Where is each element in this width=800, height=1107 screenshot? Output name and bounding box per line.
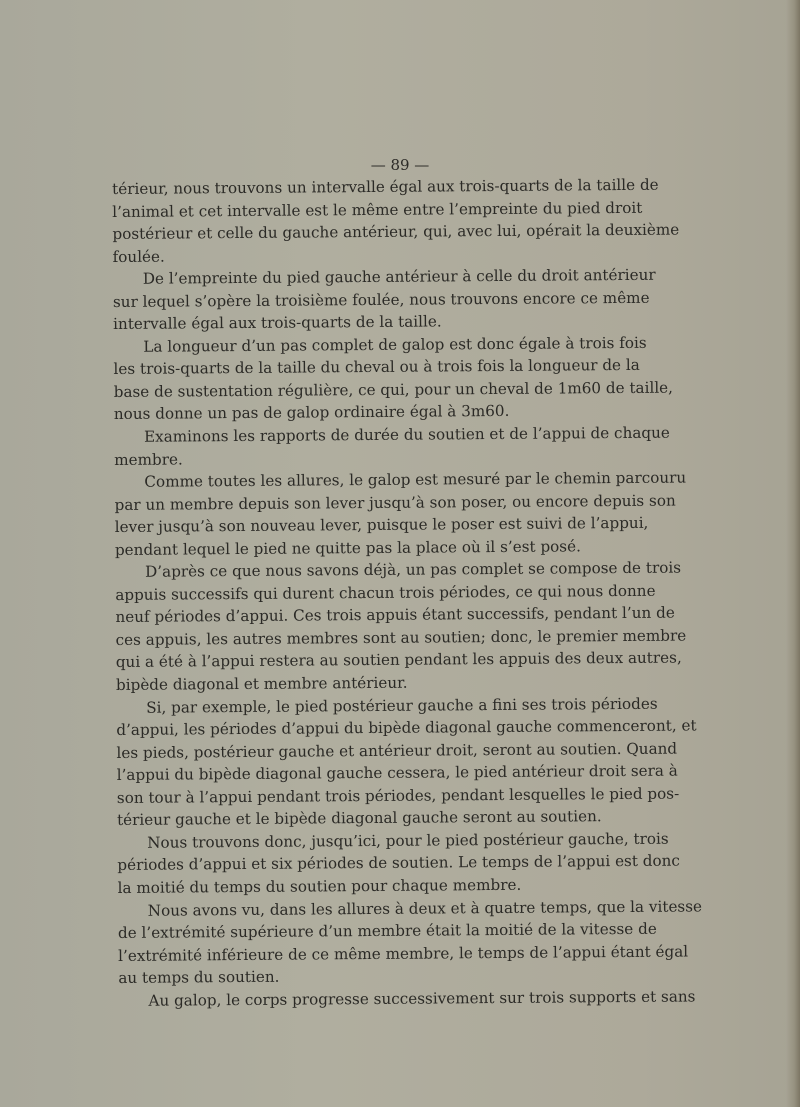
text-line: au temps du soutien. bbox=[118, 967, 280, 988]
text-line: d’appui, les périodes d’appui du bipède diagonal gauche commenceront, et bbox=[116, 716, 697, 740]
text-line: intervalle égal aux trois-quarts de la taille. bbox=[113, 312, 442, 334]
text-line: qui a été à l’appui restera au soutien pendant les appuis des deux autres, bbox=[115, 649, 682, 672]
text-line: D’après ce que nous savons déjà, un pas complet se compose de trois bbox=[145, 558, 682, 582]
text-line: De l’empreinte du pied gauche antérieur à celle du droit antérieur bbox=[142, 265, 656, 288]
text-line: neuf périodes d’appui. Ces trois appuis étant successifs, pendant l’un de bbox=[115, 603, 675, 627]
text-line: pendant lequel le pied ne quitte pas la place où il s’est posé. bbox=[114, 537, 581, 559]
text-line: Au galop, le corps progresse successivement sur trois supports et sans bbox=[148, 987, 696, 1010]
text-line: bipède diagonal et membre antérieur. bbox=[115, 673, 408, 695]
page-number: — 89 — bbox=[370, 156, 430, 174]
text-line: lever jusqu’à son nouveau lever, puisque le poser est suivi de l’appui, bbox=[114, 514, 649, 537]
text-line: son tour à l’appui pendant trois périodes, pendant lesquelles le pied pos- bbox=[116, 784, 680, 807]
text-line: Examinons les rapports de durée du soutien et de l’appui de chaque bbox=[143, 423, 670, 446]
text-line: les trois-quarts de la taille du cheval ou à trois fois la longueur de la bbox=[113, 356, 640, 379]
text-line: foulée. bbox=[112, 247, 165, 266]
text-line: térieur, nous trouvons un intervalle égal aux trois-quarts de la taille de bbox=[112, 175, 659, 198]
text-line: Si, par exemple, le pied postérieur gauche a fini ses trois périodes bbox=[146, 694, 658, 717]
body-text bbox=[112, 174, 703, 1012]
text-line: la moitié du temps du soutien pour chaque membre. bbox=[117, 875, 522, 897]
text-line: base de sustentation régulière, ce qui, pour un cheval de 1m60 de taille, bbox=[113, 378, 674, 401]
text-line: nous donne un pas de galop ordinaire égal à 3m60. bbox=[113, 402, 510, 424]
text-line: l’animal et cet intervalle est le même entre l’empreinte du pied droit bbox=[112, 198, 643, 221]
text-line: par un membre depuis son lever jusqu’à son poser, ou encore depuis son bbox=[114, 491, 676, 514]
text-line: La longueur d’un pas complet de galop est donc égale à trois fois bbox=[143, 333, 647, 356]
text-line: périodes d’appui et six périodes de soutien. Le temps de l’appui est donc bbox=[117, 851, 680, 875]
text-line: l’extrémité inférieure de ce même membre, le temps de l’appui étant égal bbox=[118, 942, 689, 965]
text-line: Nous trouvons donc, jusqu’ici, pour le pied postérieur gauche, trois bbox=[147, 829, 669, 852]
text-line: Comme toutes les allures, le galop est mesuré par le chemin parcouru bbox=[144, 468, 687, 491]
text-line: de l’extrémité supérieure d’un membre était la moitié de la vitesse de bbox=[117, 919, 657, 943]
text-line: ces appuis, les autres membres sont au soutien; donc, le premier membre bbox=[115, 626, 687, 649]
text-line: les pieds, postérieur gauche et antérieur droit, seront au soutien. Quand bbox=[116, 739, 678, 762]
text-line: Nous avons vu, dans les allures à deux et à quatre temps, que la vitesse bbox=[147, 896, 703, 920]
text-line: térieur gauche et le bipède diagonal gauche seront au soutien. bbox=[116, 807, 602, 830]
text-line: sur lequel s’opère la troisième foulée, nous trouvons encore ce même bbox=[112, 288, 650, 311]
text-line: appuis successifs qui durent chacun trois périodes, ce qui nous donne bbox=[115, 581, 656, 604]
text-line: postérieur et celle du gauche antérieur, qui, avec lui, opérait la deuxième bbox=[112, 220, 680, 244]
text-line: membre. bbox=[114, 450, 183, 469]
text-line: l’appui du bipède diagonal gauche cessera, le pied antérieur droit sera à bbox=[116, 761, 678, 785]
